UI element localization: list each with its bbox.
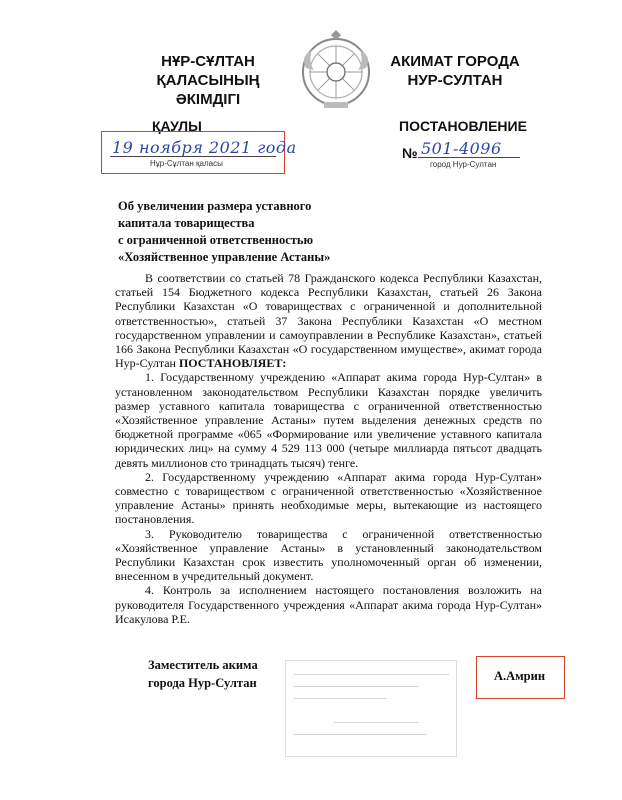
preamble-paragraph — [115, 271, 542, 370]
signatory-position — [148, 656, 258, 692]
title-line-4: «Хозяйственное управление Астаны» — [118, 250, 331, 264]
title-line-2: капитала товарищества — [118, 216, 255, 230]
signatory-name: А.Амрин — [493, 669, 546, 683]
header-left-line2: ӘКІМДІГІ — [175, 91, 241, 108]
document-title — [118, 198, 330, 266]
header-left-line1: НҰР-СҰЛТАН ҚАЛАСЫНЫҢ — [156, 53, 260, 89]
title-line-3: с ограниченной ответственностью — [118, 233, 314, 247]
signatory-position-line1: Заместитель акима — [148, 658, 258, 672]
number-underline — [418, 157, 520, 158]
decree-number-prefix: № — [402, 145, 418, 161]
date-underline — [110, 156, 276, 157]
item-3: 3. Руководителю товарищества с ограниченной ответственностью «Хозяйственное управление Астаны» в установленный законодательством Республики Казахстан срок известить уполномоченный орган об изменении, внесенном в учредительный документ. — [115, 526, 542, 584]
item-1: 1. Государственному учреждению «Аппарат акима города Нур-Султан» в установленном законодательством Республики Казахстан порядке увеличить размер уставного капитала товарищества с ограниченной ответственностью «Хозяйственное управление Астаны» путем выделения денежных средств по бюджетной программе «065 «Формирование или увеличение уставного капитала юридических лиц» на сумму 4 529 113 000 (четыре миллиарда пятьсот двадцать девять миллионов сто тринадцать тысяч) тенге. — [115, 370, 542, 470]
faded-stamp — [285, 660, 457, 757]
signatory-position-line2: города Нур-Султан — [148, 676, 257, 690]
decree-city-kz: Нұр-Сұлтан қаласы — [150, 159, 223, 168]
decree-number: 501-4096 — [421, 139, 502, 158]
preamble-text: В соответствии со статьей 78 Гражданского кодекса Республики Казахстан, статьей 154 Бюджетного кодекса Республики Казахстан, статьей 26 Закона Республики Казахстан «О товариществах с ограниченной и дополнительной ответственностью», статьей 37 Закона Республики Казахстан «О местном государственном управлении и самоуправлении в Республике Казахстан», статьей 166 Закона Республики Казахстан «О государственном имуществе», акимат города Нур-Султан — [115, 271, 542, 371]
item-4: 4. Контроль за исполнением настоящего постановления возложить на руководителя Государственного учреждения «Аппарат акима города Нур-Султан» Исакулова Р.Е. — [115, 583, 542, 626]
decree-date: 19 ноября 2021 года — [112, 138, 297, 157]
header-right — [380, 52, 530, 90]
header-right-line2: НУР-СУЛТАН — [407, 72, 503, 89]
header-left — [108, 52, 308, 109]
title-line-1: Об увеличении размера уставного — [118, 199, 312, 213]
decree-city-ru: город Нур-Султан — [430, 160, 497, 169]
item-2: 2. Государственному учреждению «Аппарат акима города Нур-Султан» совместно с товариществом с ограниченной ответственностью «Хозяйственное управление Астаны» принять необходимые меры, вытекающие из настоящего постановления. — [115, 469, 542, 527]
decree-label-ru: ПОСТАНОВЛЕНИЕ — [399, 118, 527, 134]
preamble-bold: ПОСТАНОВЛЯЕТ: — [178, 356, 287, 371]
kazakhstan-state-emblem-icon — [296, 30, 376, 114]
document-body — [115, 271, 542, 626]
decree-label-kz: ҚАУЛЫ — [152, 118, 202, 134]
header-right-line1: АКИМАТ ГОРОДА — [390, 53, 520, 70]
